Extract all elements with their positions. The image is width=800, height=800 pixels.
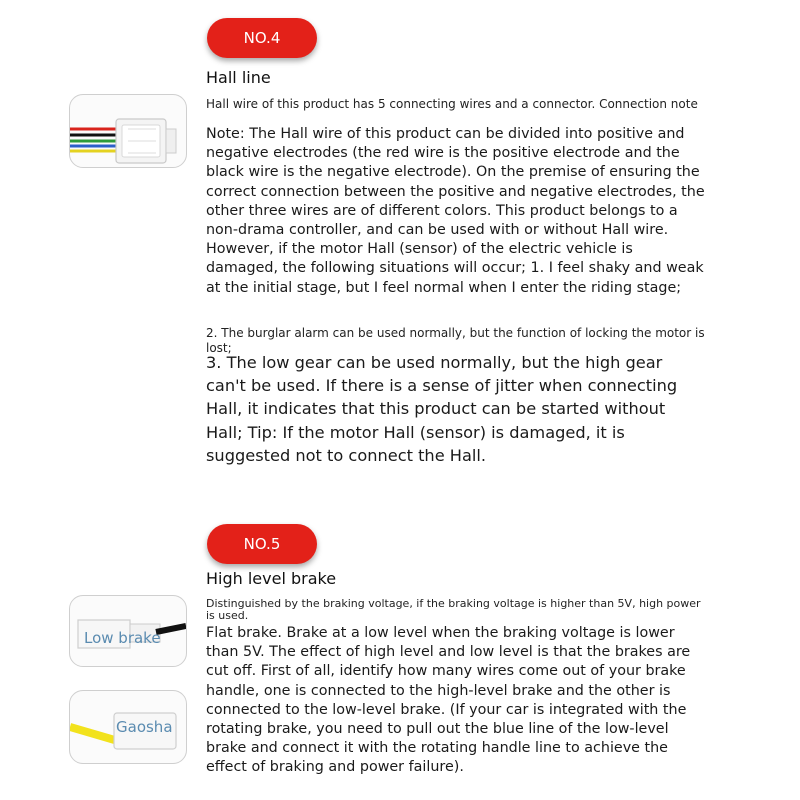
section-5-badge: NO.5 — [207, 524, 317, 564]
section-4-point-2: 2. The burglar alarm can be used normally, but the function of locking the motor is lost; — [206, 326, 705, 355]
hall-connector-icon — [70, 95, 186, 167]
section-4-point-3: 3. The low gear can be used normally, but the high gear can't be used. If there is a sense of jitter when connecting Hall, it indicates that this product can be started without Hall; Tip: If the motor Hall (sensor) is damaged, it is suggested not to connect the Hall. — [206, 353, 678, 465]
section-4-title: Hall line — [206, 68, 271, 87]
section-5-subtitle: Distinguished by the braking voltage, if the braking voltage is higher than 5V, high power is used. — [206, 597, 701, 622]
section-5-body: Flat brake. Brake at a low level when the braking voltage is lower than 5V. The effect of high level and low level is that the brakes are cut off. First of all, identify how many wires come out of your brake handle, one is connected to the high-level brake and the other is connected to the low-level brake. (If your car is integrated with the rotating brake, you need to pull out the blue line of the low-level brake and connect it with the rotating handle line to achieve the effect of braking and power failure). — [206, 625, 691, 776]
section-4-note: Note: The Hall wire of this product can be divided into positive and negative electrodes (the red wire is the positive electrode and the black wire is the negative electrode). On the premise of ensuring the correct connection between the positive and negative electrodes, the other three wires are of different colors. This product belongs to a non-drama controller, and can be used with or without Hall wire. However, if the motor Hall (sensor) of the electric vehicle is damaged, the following situations will occur; 1. I feel shaky and weak at the initial stage, but I feel normal when I enter the riding stage; — [206, 126, 705, 296]
section-4-subtitle: Hall wire of this product has 5 connecting wires and a connector. Connection note — [206, 97, 698, 111]
gaosha-label: Gaosha — [116, 718, 173, 736]
section-4-badge: NO.4 — [207, 18, 317, 58]
low-brake-connector-image — [69, 595, 187, 667]
low-brake-label: Low brake — [84, 629, 161, 647]
section-5-title: High level brake — [206, 569, 337, 588]
gaosha-connector-image — [69, 690, 187, 764]
hall-connector-image — [69, 94, 187, 168]
